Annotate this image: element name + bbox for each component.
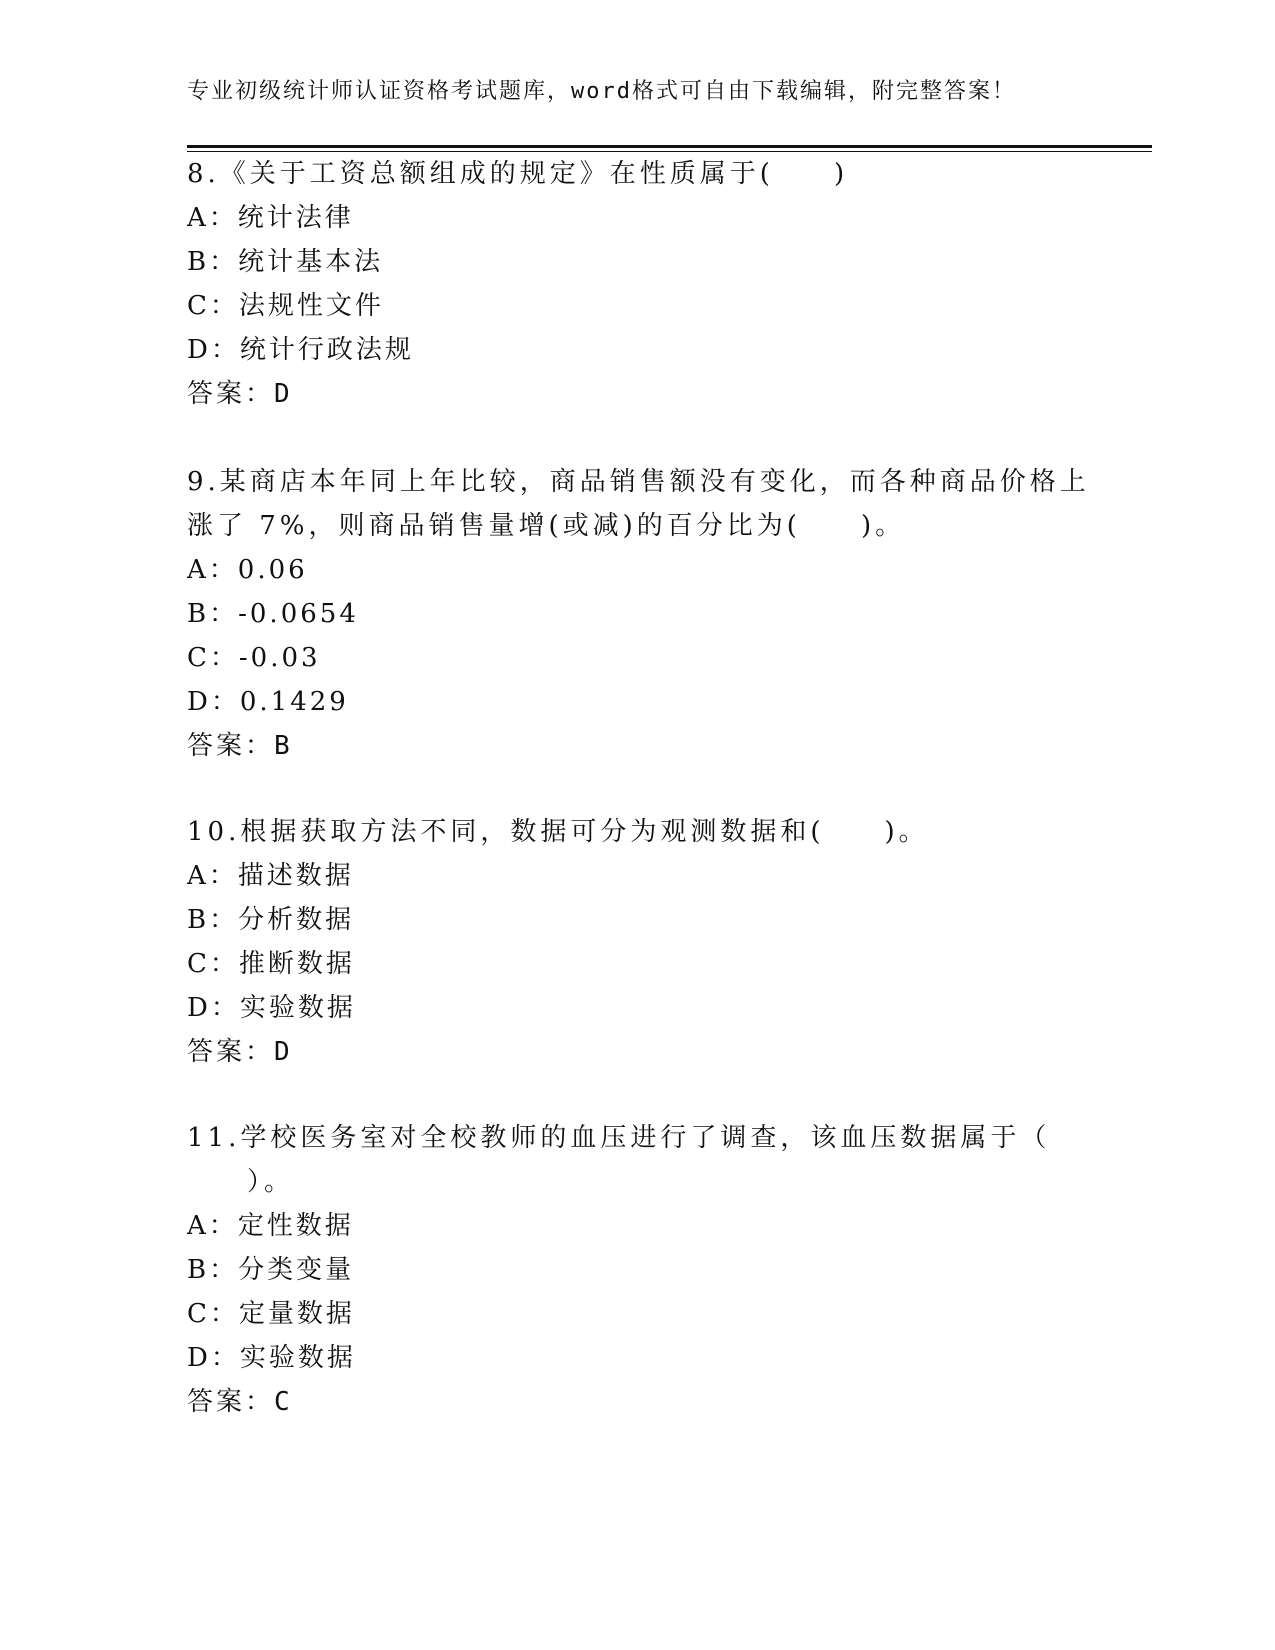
answer: 答案：B [187, 731, 293, 761]
question-text: 8.《关于工资总额组成的规定》在性质属于( ) [187, 159, 849, 189]
answer: 答案：D [187, 1037, 293, 1067]
question-text: 9.某商店本年同上年比较，商品销售额没有变化，而各种商品价格上 [187, 467, 1090, 497]
question-text-continued: ）。 [187, 1167, 295, 1197]
option-c: C：法规性文件 [187, 291, 384, 321]
option-d: D：实验数据 [187, 993, 356, 1023]
option-d: D：0.1429 [187, 687, 349, 717]
option-c: C：推断数据 [187, 949, 355, 979]
answer: 答案：D [187, 379, 293, 409]
question-text-continued: 涨了 7%，则商品销售量增(或减)的百分比为( )。 [187, 511, 906, 541]
answer: 答案：C [187, 1387, 293, 1417]
option-d: D：实验数据 [187, 1343, 356, 1373]
question-text: 10.根据获取方法不同，数据可分为观测数据和( )。 [187, 817, 929, 847]
option-a: A：描述数据 [187, 861, 354, 891]
option-b: B：-0.0654 [187, 599, 359, 629]
option-a: A：0.06 [187, 555, 308, 585]
page-header: 专业初级统计师认证资格考试题库，word格式可自由下载编辑，附完整答案！ [187, 79, 1016, 104]
option-d: D：统计行政法规 [187, 335, 414, 365]
option-b: B：分类变量 [187, 1255, 355, 1285]
option-c: C：定量数据 [187, 1299, 355, 1329]
option-a: A：统计法律 [187, 203, 354, 233]
option-c: C：-0.03 [187, 643, 321, 673]
option-b: B：分析数据 [187, 905, 355, 935]
option-b: B：统计基本法 [187, 247, 384, 277]
header-divider [187, 145, 1152, 152]
option-a: A：定性数据 [187, 1211, 354, 1241]
question-text: 11.学校医务室对全校教师的血压进行了调查，该血压数据属于（ [187, 1123, 1051, 1153]
